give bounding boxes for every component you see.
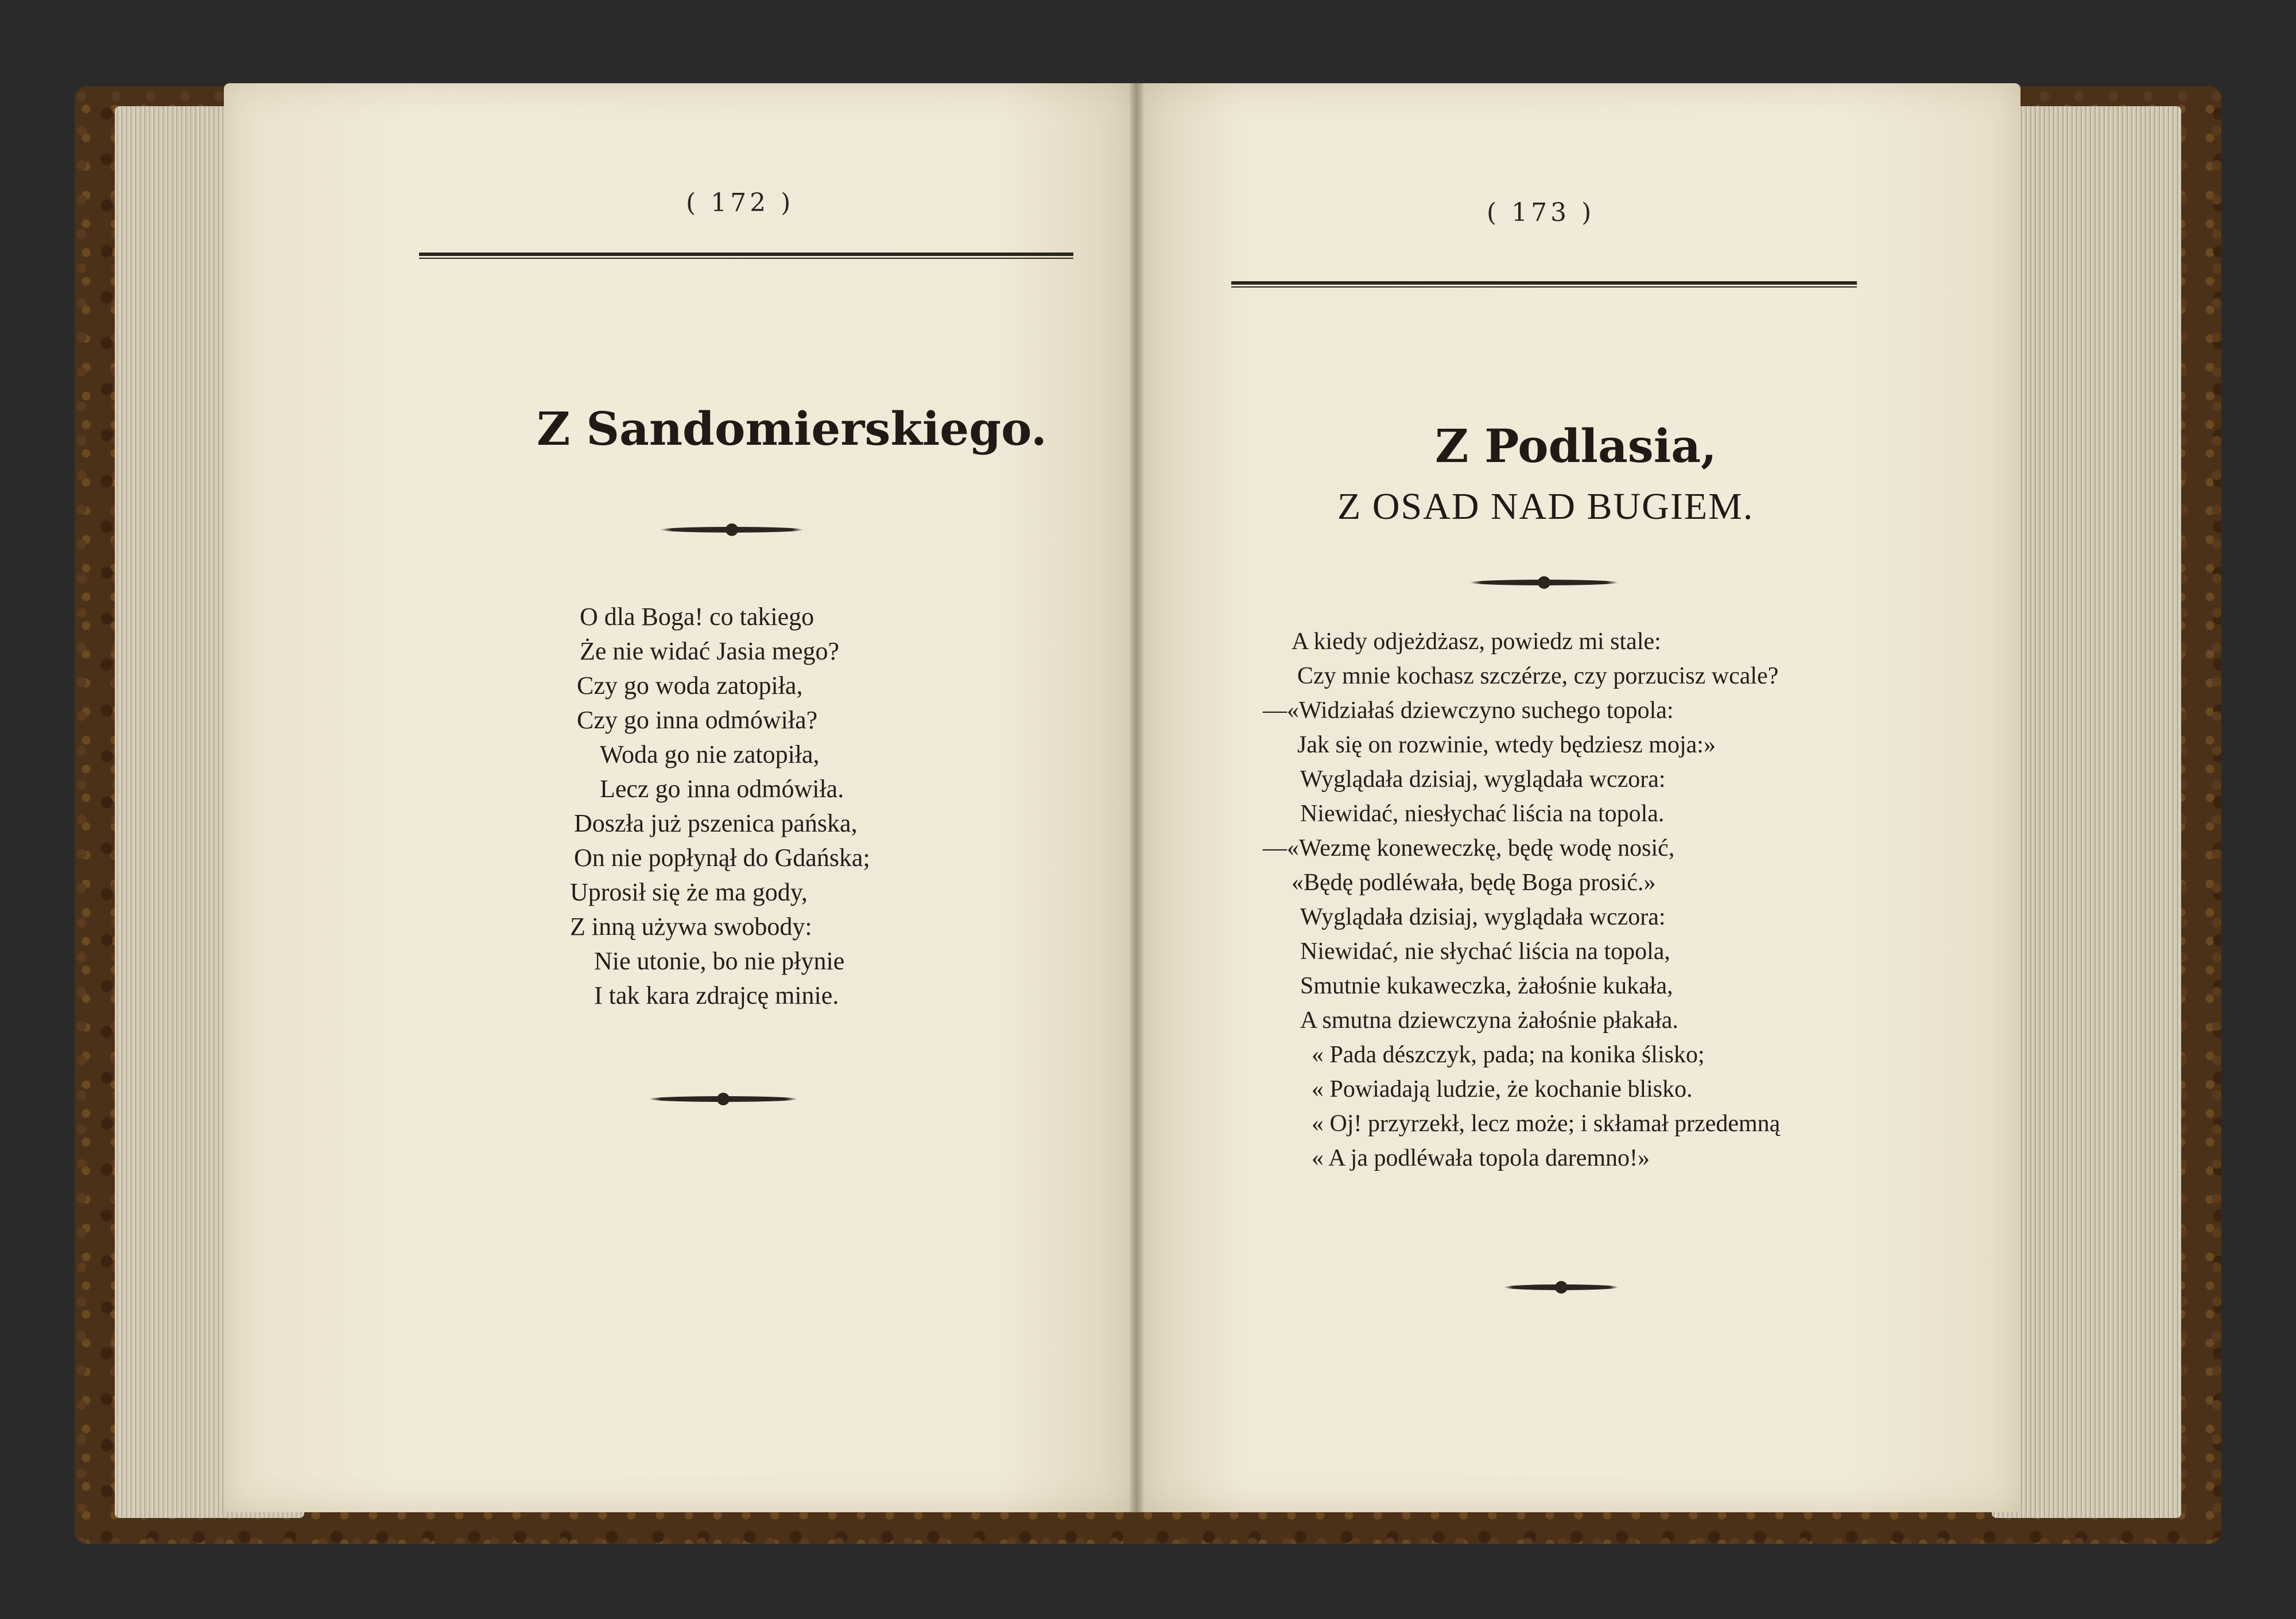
poem-line: Czy mnie kochasz szczérze, czy porzucisz wcale? [1297, 663, 1779, 689]
poem-line: Lecz go inna odmówiła. [600, 775, 844, 803]
ornament-left-top [660, 527, 804, 533]
poem-line: A kiedy odjeżdżasz, powiedz mi stale: [1292, 628, 1661, 655]
poem-line: Niewidać, niesłychać liścia na topola. [1300, 801, 1665, 827]
poem-line: Że nie widać Jasia mego? [580, 637, 840, 665]
ornament-left-bottom [649, 1096, 798, 1102]
poem-line: Doszła już pszenica pańska, [574, 809, 858, 837]
poem-line: —«Widziałaś dziewczyno suchego topola: [1263, 697, 1674, 724]
poem-line: Woda go nie zatopiła, [600, 740, 820, 768]
poem-line: Uprosił się że ma gody, [570, 878, 808, 906]
poem-line: « A ja podléwała topola daremno!» [1312, 1145, 1650, 1171]
poem-line: Z inną używa swobody: [570, 913, 812, 941]
poem-line: A smutna dziewczyna żałośnie płakała. [1300, 1007, 1678, 1034]
left-page-title: Z Sandomierskiego. [537, 402, 1047, 456]
right-poem [1263, 624, 1780, 1175]
page-number-right: ( 173 ) [1487, 198, 1595, 227]
poem-line: Wyglądała dzisiaj, wyglądała wczora: [1300, 766, 1666, 793]
poem-line: Jak się on rozwinie, wtedy będziesz moja:» [1297, 732, 1716, 758]
poem-line: —«Wezmę koneweczkę, będę wodę nosić, [1263, 835, 1675, 861]
right-page-title: Z Podlasia, [1435, 419, 1717, 473]
poem-line: Smutnie kukaweczka, żałośnie kukała, [1300, 973, 1673, 999]
right-page-subtitle: Z OSAD NAD BUGIEM. [1337, 486, 1754, 527]
poem-line: « Powiadają ludzie, że kochanie blisko. [1312, 1076, 1693, 1102]
ornament-right-top [1469, 580, 1619, 585]
poem-line: « Pada dészczyk, pada; na konika ślisko; [1312, 1042, 1705, 1068]
poem-line: Nie utonie, bo nie płynie [594, 947, 845, 975]
poem-line: «Będę podléwała, będę Boga prosić.» [1292, 869, 1656, 896]
poem-line: Czy go inna odmówiła? [577, 706, 818, 734]
poem-line: On nie popłynął do Gdańska; [574, 844, 870, 872]
header-rule-right [1231, 281, 1857, 288]
poem-line: Wyglądała dzisiaj, wyglądała wczora: [1300, 904, 1666, 930]
poem-line: I tak kara zdrajcę minie. [594, 981, 839, 1010]
page-number-left: ( 172 ) [686, 188, 794, 218]
stanza [1263, 1038, 1780, 1175]
stanza [1263, 624, 1780, 762]
left-poem [568, 600, 870, 1013]
ornament-right-bottom [1504, 1284, 1619, 1290]
poem-line: Niewidać, nie słychać liścia na topola, [1300, 938, 1670, 965]
poem-line: O dla Boga! co takiego [580, 603, 815, 631]
book-gutter [1130, 83, 1143, 1512]
stanza [1263, 762, 1780, 900]
poem-line: Czy go woda zatopiła, [577, 671, 803, 700]
poem-line: « Oj! przyrzekł, lecz może; i skłamał przedemną [1312, 1111, 1781, 1137]
stanza [1263, 900, 1780, 1038]
header-rule-left [419, 253, 1073, 259]
